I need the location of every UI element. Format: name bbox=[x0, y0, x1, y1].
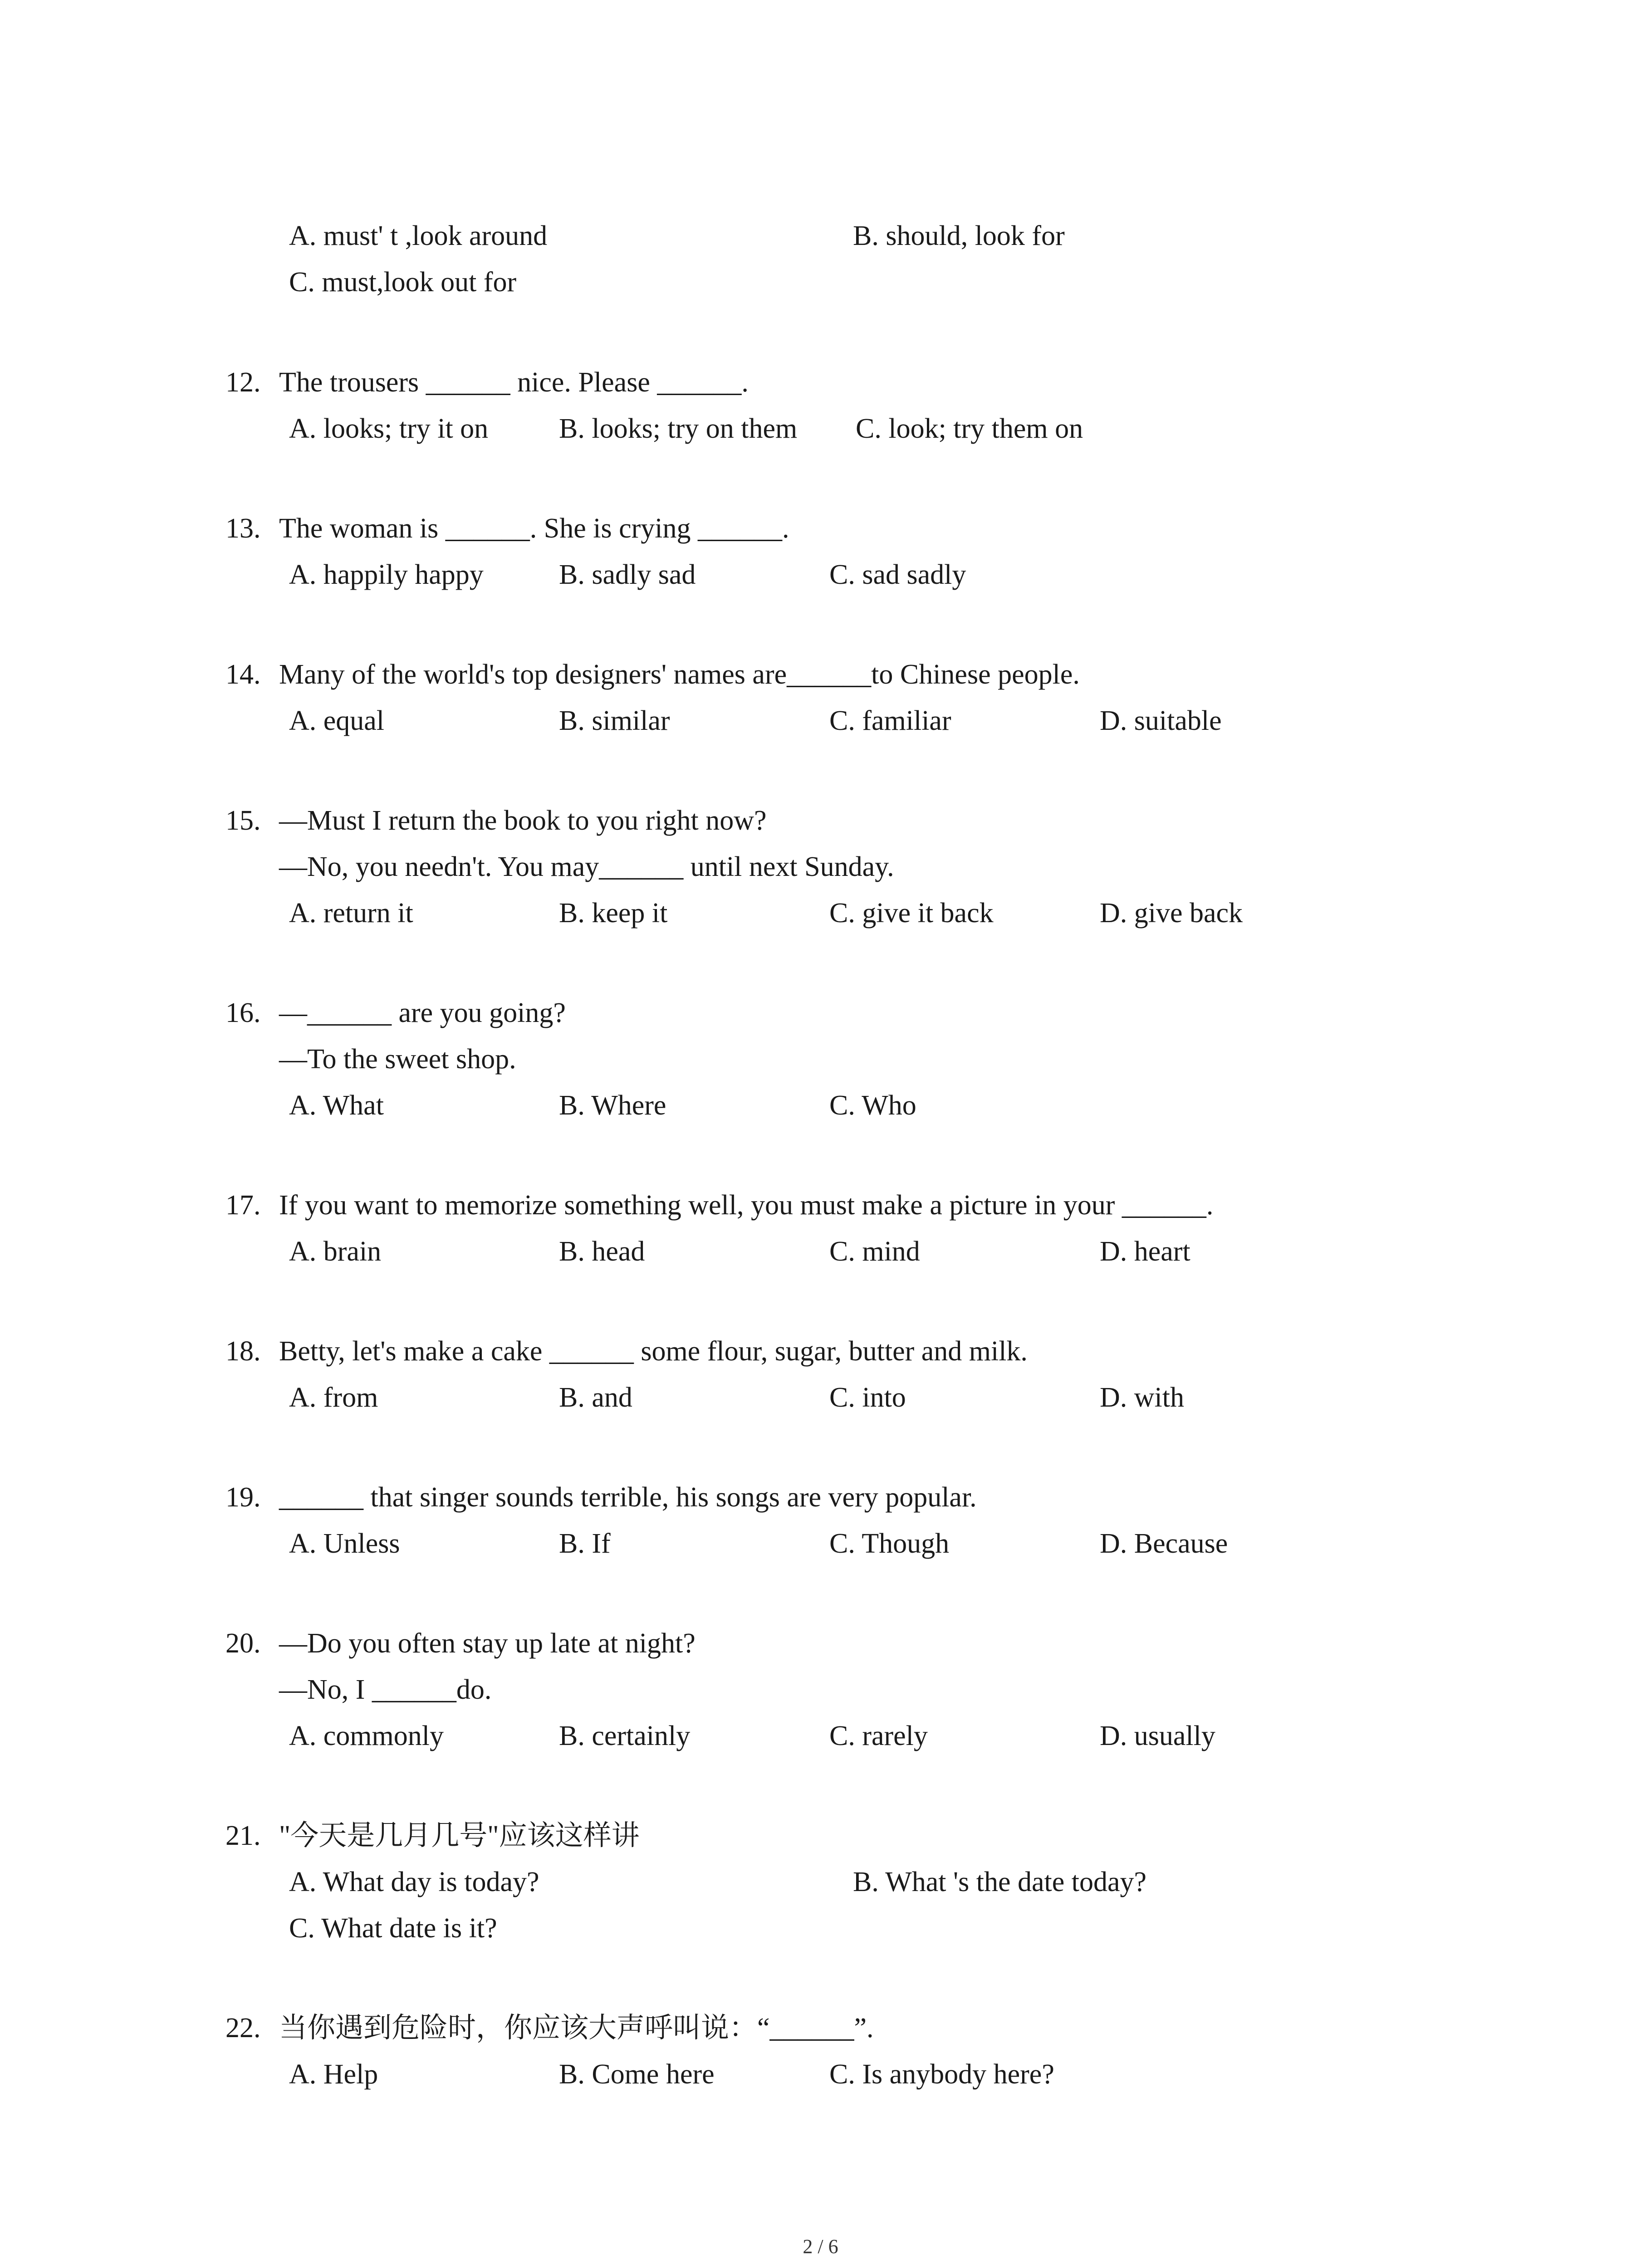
option: A. Unless bbox=[289, 1528, 400, 1559]
option: D. heart bbox=[1100, 1236, 1190, 1267]
question-stem: Many of the world's top designers' names are______to Chinese people. bbox=[279, 659, 1080, 690]
question-number: 13. bbox=[225, 513, 261, 544]
question-stem: —No, you needn't. You may______ until next Sunday. bbox=[279, 851, 894, 882]
option: C. Though bbox=[829, 1528, 950, 1559]
question-number: 22. bbox=[225, 2013, 261, 2043]
option: C. Is anybody here? bbox=[829, 2059, 1054, 2090]
question-number: 21. bbox=[225, 1820, 261, 1851]
option: A. happily happy bbox=[289, 559, 484, 590]
option: B. certainly bbox=[559, 1721, 691, 1751]
question-stem: 当你遇到危险时，你应该大声呼叫说：“______”. bbox=[279, 2013, 874, 2043]
question-stem: If you want to memorize something well, you must make a picture in your ______. bbox=[279, 1190, 1214, 1221]
option: C. What date is it? bbox=[289, 1913, 497, 1944]
option: A. commonly bbox=[289, 1721, 444, 1751]
option: C. Who bbox=[829, 1090, 916, 1121]
option: C. familiar bbox=[829, 705, 951, 736]
option: B. and bbox=[559, 1382, 632, 1413]
option: B. looks; try on them bbox=[559, 413, 798, 444]
page-number: 2 / 6 bbox=[803, 2235, 838, 2258]
question-stem: ______ that singer sounds terrible, his songs are very popular. bbox=[279, 1482, 977, 1513]
option: B. similar bbox=[559, 705, 670, 736]
question-number: 20. bbox=[225, 1628, 261, 1659]
question-stem: Betty, let's make a cake ______ some flour, sugar, butter and milk. bbox=[279, 1336, 1028, 1367]
option: A. What day is today? bbox=[289, 1867, 539, 1897]
question-number: 14. bbox=[225, 659, 261, 690]
question-number: 16. bbox=[225, 997, 261, 1028]
option: C. rarely bbox=[829, 1721, 928, 1751]
question-stem: —No, I ______do. bbox=[279, 1674, 492, 1705]
question-stem: —Do you often stay up late at night? bbox=[279, 1628, 696, 1659]
option: A. What bbox=[289, 1090, 384, 1121]
option: A. return it bbox=[289, 898, 413, 929]
question-stem: —Must I return the book to you right now? bbox=[279, 805, 767, 836]
option: B. If bbox=[559, 1528, 611, 1559]
option: A. equal bbox=[289, 705, 385, 736]
question-number: 15. bbox=[225, 805, 261, 836]
option: A. looks; try it on bbox=[289, 413, 489, 444]
option: C. give it back bbox=[829, 898, 994, 929]
question-number: 12. bbox=[225, 367, 261, 398]
option: A. must' t ,look around bbox=[289, 220, 548, 251]
question-number: 17. bbox=[225, 1190, 261, 1221]
option: D. with bbox=[1100, 1382, 1184, 1413]
option: A. from bbox=[289, 1382, 378, 1413]
option: C. into bbox=[829, 1382, 906, 1413]
question-stem: "今天是几月几号"应该这样讲 bbox=[279, 1820, 640, 1851]
option: D. usually bbox=[1100, 1721, 1215, 1751]
option: B. What 's the date today? bbox=[853, 1867, 1147, 1897]
question-stem: —To the sweet shop. bbox=[279, 1044, 516, 1075]
question-number: 19. bbox=[225, 1482, 261, 1513]
option: C. sad sadly bbox=[829, 559, 966, 590]
option: B. head bbox=[559, 1236, 645, 1267]
option: C. must,look out for bbox=[289, 267, 517, 298]
question-number: 18. bbox=[225, 1336, 261, 1367]
option: D. suitable bbox=[1100, 705, 1222, 736]
option: A. Help bbox=[289, 2059, 378, 2090]
option: D. Because bbox=[1100, 1528, 1228, 1559]
option: B. Come here bbox=[559, 2059, 715, 2090]
option: D. give back bbox=[1100, 898, 1243, 929]
option: B. sadly sad bbox=[559, 559, 696, 590]
option: C. mind bbox=[829, 1236, 920, 1267]
option: B. should, look for bbox=[853, 220, 1065, 251]
question-stem: The woman is ______. She is crying ______. bbox=[279, 513, 789, 544]
option: A. brain bbox=[289, 1236, 382, 1267]
question-stem: —______ are you going? bbox=[279, 997, 566, 1028]
option: C. look; try them on bbox=[856, 413, 1083, 444]
option: B. Where bbox=[559, 1090, 666, 1121]
question-stem: The trousers ______ nice. Please ______. bbox=[279, 367, 749, 398]
option: B. keep it bbox=[559, 898, 668, 929]
